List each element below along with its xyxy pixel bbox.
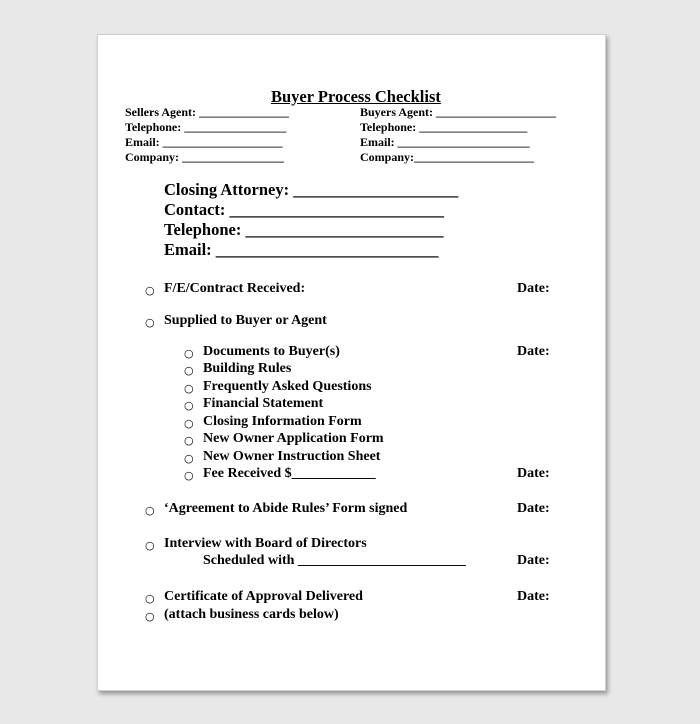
subitem: New Owner Instruction Sheet (203, 449, 381, 464)
bullet-icon: ○ (184, 469, 194, 482)
date-label: Date: (517, 501, 550, 516)
bullet-icon: ○ (145, 610, 155, 623)
interview-item: Interview with Board of Directors (164, 536, 367, 551)
subitem: Financial Statement (203, 396, 324, 411)
subitem: New Owner Application Form (203, 431, 384, 446)
sellers-email-field: Email: ____________________ (125, 135, 283, 149)
sellers-telephone-field: Telephone: _________________ (125, 120, 287, 134)
bullet-icon: ○ (184, 417, 194, 430)
bullet-icon: ○ (184, 364, 194, 377)
attorney-email-field: Email: ___________________________ (164, 240, 439, 259)
attach-note: (attach business cards below) (164, 607, 339, 622)
buyers-company-field: Company:____________________ (360, 150, 535, 164)
document-page (97, 34, 606, 691)
bullet-icon: ○ (184, 434, 194, 447)
bullet-icon: ○ (145, 592, 155, 605)
bullet-icon: ○ (184, 399, 194, 412)
date-label: Date: (517, 553, 550, 568)
buyers-agent-field: Buyers Agent: ____________________ (360, 105, 556, 119)
date-label: Date: (517, 589, 550, 604)
subitem: Building Rules (203, 361, 292, 376)
contact-field: Contact: __________________________ (164, 200, 445, 219)
date-label: Date: (517, 281, 550, 296)
attorney-telephone-field: Telephone: ________________________ (164, 220, 444, 239)
sellers-agent-field: Sellers Agent: _______________ (125, 105, 289, 119)
bullet-icon: ○ (145, 539, 155, 552)
date-label: Date: (517, 344, 550, 359)
subitem: Closing Information Form (203, 414, 362, 429)
agreement-item: ‘Agreement to Abide Rules’ Form signed (164, 501, 408, 516)
bullet-icon: ○ (145, 504, 155, 517)
subitem: Frequently Asked Questions (203, 379, 372, 394)
bullet-icon: ○ (184, 382, 194, 395)
bullet-icon: ○ (145, 316, 155, 329)
certificate-item: Certificate of Approval Delivered (164, 589, 363, 604)
subitem: Documents to Buyer(s) (203, 344, 340, 359)
closing-attorney-field: Closing Attorney: ____________________ (164, 180, 459, 199)
bullet-icon: ○ (184, 347, 194, 360)
subitem: Fee Received $____________ (203, 466, 376, 481)
date-label: Date: (517, 466, 550, 481)
sellers-company-field: Company: _________________ (125, 150, 285, 164)
scheduled-with-field: Scheduled with ________________________ (203, 553, 466, 568)
document-title: Buyer Process Checklist (271, 87, 441, 106)
buyers-telephone-field: Telephone: __________________ (360, 120, 528, 134)
supplied-item: Supplied to Buyer or Agent (164, 313, 327, 328)
buyers-email-field: Email: ______________________ (360, 135, 530, 149)
contract-item: F/E/Contract Received: (164, 281, 306, 296)
bullet-icon: ○ (145, 284, 155, 297)
bullet-icon: ○ (184, 452, 194, 465)
